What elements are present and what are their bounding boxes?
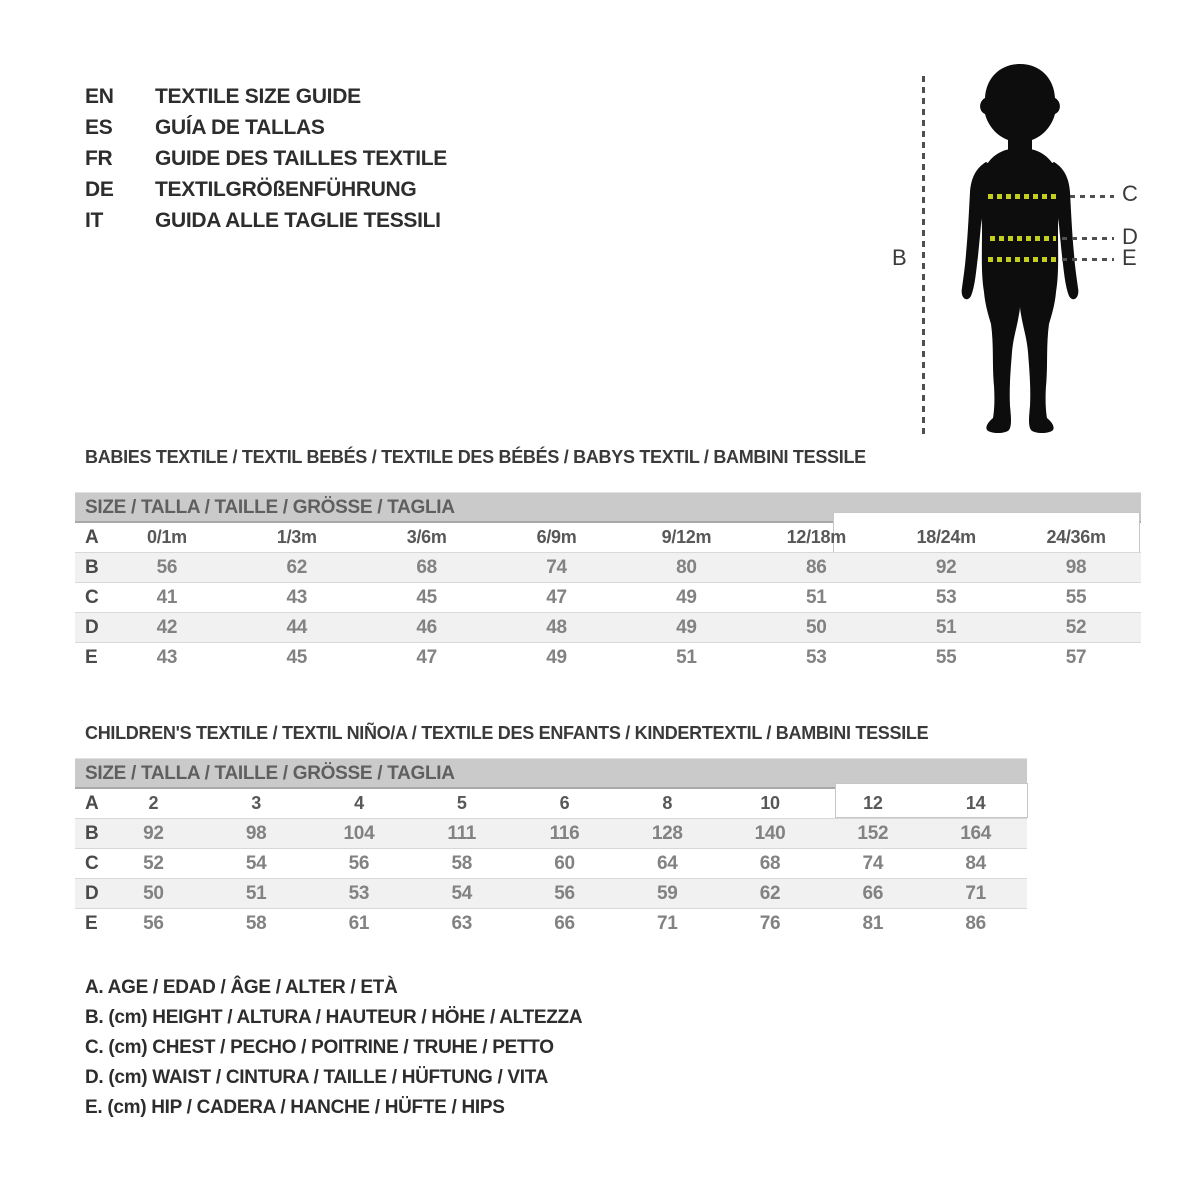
cell-value: 49 [676,587,697,608]
cell-value: 44 [286,617,308,638]
cell-value: 61 [348,913,370,934]
cell-value: 60 [554,853,575,874]
language-code: IT [85,209,104,232]
language-row [85,205,447,236]
row-label: C [85,587,99,608]
height-label: B [892,245,907,270]
cell-value: 52 [1065,617,1087,638]
waist-measure-dashes [1062,237,1114,240]
height-measure-line [922,76,925,438]
child-silhouette [950,58,1090,438]
cell-value: 14 [965,793,986,813]
cell-value: 104 [343,823,375,844]
cell-value: 10 [760,793,780,813]
legend-row: D. (cm) WAIST / CINTURA / TAILLE / HÜFTUNG / VITA [85,1067,549,1088]
cell-value: 43 [156,647,178,668]
legend-row: A. AGE / EDAD / ÂGE / ALTER / ETÀ [85,977,398,998]
language-guide-title: TEXTILGRÖßENFÜHRUNG [155,178,417,201]
chest-measure-dots [988,194,1058,199]
language-guide-title: TEXTILE SIZE GUIDE [155,85,361,108]
children-size-table [75,758,1027,939]
legend-row: E. (cm) HIP / CADERA / HANCHE / HÜFTE / HIPS [85,1097,505,1118]
cell-value: 54 [451,883,472,904]
size-table-header: SIZE / TALLA / TAILLE / GRÖSSE / TAGLIA [75,758,1027,789]
cell-value: 51 [806,587,827,608]
table-row-D [75,613,1141,643]
cell-value: 45 [416,587,437,608]
cell-value: 3/6m [406,527,447,547]
cell-value: 3 [251,793,262,813]
row-label: A [85,793,99,814]
silhouette-body [980,148,1059,433]
cell-value: 51 [676,647,697,668]
cell-value: 42 [156,617,178,638]
row-label: D [85,617,99,638]
cell-value: 6/9m [536,527,577,547]
hip-measure-dots [988,257,1056,262]
language-list [85,81,447,236]
cell-value: 59 [656,883,678,904]
hip-measure-dashes [1062,258,1114,261]
cell-value: 63 [451,913,472,934]
cell-value: 9/12m [661,527,712,547]
cell-value: 56 [554,883,575,904]
babies-size-table [75,492,1141,673]
table-row-D [75,879,1027,909]
row-label: B [85,823,99,844]
row-label: A [85,527,99,548]
cell-value: 128 [651,823,683,844]
chest-label: C [1122,181,1138,206]
size-table-header: SIZE / TALLA / TAILLE / GRÖSSE / TAGLIA [75,492,1141,523]
table-row-B [75,819,1027,849]
cell-value: 18/24m [916,527,976,547]
cell-value: 49 [676,617,697,638]
table-row-C [75,849,1027,879]
row-label: B [85,557,99,578]
legend-row: C. (cm) CHEST / PECHO / POITRINE / TRUHE / PETTO [85,1037,554,1058]
cell-value: 92 [935,557,957,578]
cell-value: 45 [286,647,308,668]
cell-value: 84 [965,853,986,874]
cell-value: 56 [143,913,164,934]
language-code: FR [85,147,113,170]
cell-value: 164 [960,823,992,844]
cell-value: 152 [857,823,889,844]
cell-value: 12 [863,793,883,813]
cell-value: 5 [456,793,467,813]
cell-value: 68 [416,557,437,578]
cell-value: 50 [806,617,827,638]
cell-value: 71 [656,913,678,934]
row-label: E [85,913,98,934]
waist-measure-dots [990,236,1056,241]
cell-value: 71 [965,883,986,904]
cell-value: 43 [286,587,308,608]
cell-value: 66 [862,883,884,904]
table-row-C [75,583,1141,613]
cell-value: 6 [559,793,570,813]
cell-value: 46 [416,617,437,638]
cell-value: 111 [447,823,477,844]
cell-value: 0/1m [147,527,187,547]
language-code: EN [85,85,114,108]
cell-value: 98 [245,823,267,844]
cell-value: 50 [143,883,164,904]
language-guide-title: GUIDA ALLE TAGLIE TESSILI [155,209,441,232]
row-label: E [85,647,98,668]
cell-value: 58 [451,853,472,874]
row-label: C [85,853,99,874]
cell-value: 53 [935,587,957,608]
language-guide-title: GUIDE DES TAILLES TEXTILE [155,147,447,170]
table-row-E [75,643,1141,673]
cell-value: 4 [354,793,364,813]
cell-value: 58 [245,913,267,934]
cell-value: 24/36m [1046,527,1106,547]
cell-value: 47 [416,647,437,668]
cell-value: 52 [143,853,164,874]
language-row [85,143,447,174]
babies-section-title: BABIES TEXTILE / TEXTIL BEBÉS / TEXTILE DES BÉBÉS / BABYS TEXTIL / BAMBINI TESSILE [85,447,866,467]
cell-value: 68 [759,853,781,874]
cell-value: 56 [156,557,178,578]
cell-value: 98 [1065,557,1087,578]
cell-value: 55 [935,647,957,668]
cell-value: 140 [754,823,786,844]
measurement-legend [85,973,582,1123]
cell-value: 62 [286,557,308,578]
cell-value: 57 [1065,647,1087,668]
cell-value: 8 [662,793,673,813]
cell-value: 116 [549,823,580,844]
cell-value: 92 [143,823,164,844]
cell-value: 49 [546,647,567,668]
cell-value: 54 [245,853,267,874]
language-guide-title: GUÍA DE TALLAS [155,116,325,139]
table-row-B [75,553,1141,583]
row-label: D [85,883,99,904]
cell-value: 74 [862,853,884,874]
cell-value: 66 [554,913,575,934]
cell-value: 74 [546,557,567,578]
chest-measure-dashes [1070,195,1114,198]
cell-value: 64 [656,853,678,874]
cell-value: 86 [965,913,986,934]
cell-value: 51 [935,617,957,638]
language-row [85,174,447,205]
hip-label: E [1122,245,1137,270]
cell-value: 80 [676,557,697,578]
cell-value: 53 [806,647,827,668]
language-code: ES [85,116,113,139]
cell-value: 2 [148,793,159,813]
table-row-A [75,789,1027,819]
cell-value: 48 [546,617,567,638]
cell-value: 55 [1065,587,1087,608]
cell-value: 56 [348,853,370,874]
cell-value: 51 [245,883,267,904]
language-row [85,112,447,143]
cell-value: 1/3m [276,527,317,547]
cell-value: 62 [759,883,781,904]
silhouette-head [980,64,1060,153]
cell-value: 76 [759,913,781,934]
cell-value: 47 [546,587,567,608]
waist-label: D [1122,224,1138,249]
children-section-title: CHILDREN'S TEXTILE / TEXTIL NIÑO/A / TEXTILE DES ENFANTS / KINDERTEXTIL / BAMBINI TESSILE [85,723,929,743]
table-row-A [75,523,1141,553]
cell-value: 41 [156,587,178,608]
cell-value: 53 [348,883,370,904]
language-code: DE [85,178,114,201]
language-row [85,81,447,112]
cell-value: 81 [862,913,884,934]
table-row-E [75,909,1027,939]
legend-row: B. (cm) HEIGHT / ALTURA / HAUTEUR / HÖHE / ALTEZZA [85,1007,583,1028]
cell-value: 86 [806,557,827,578]
cell-value: 12/18m [786,527,846,547]
